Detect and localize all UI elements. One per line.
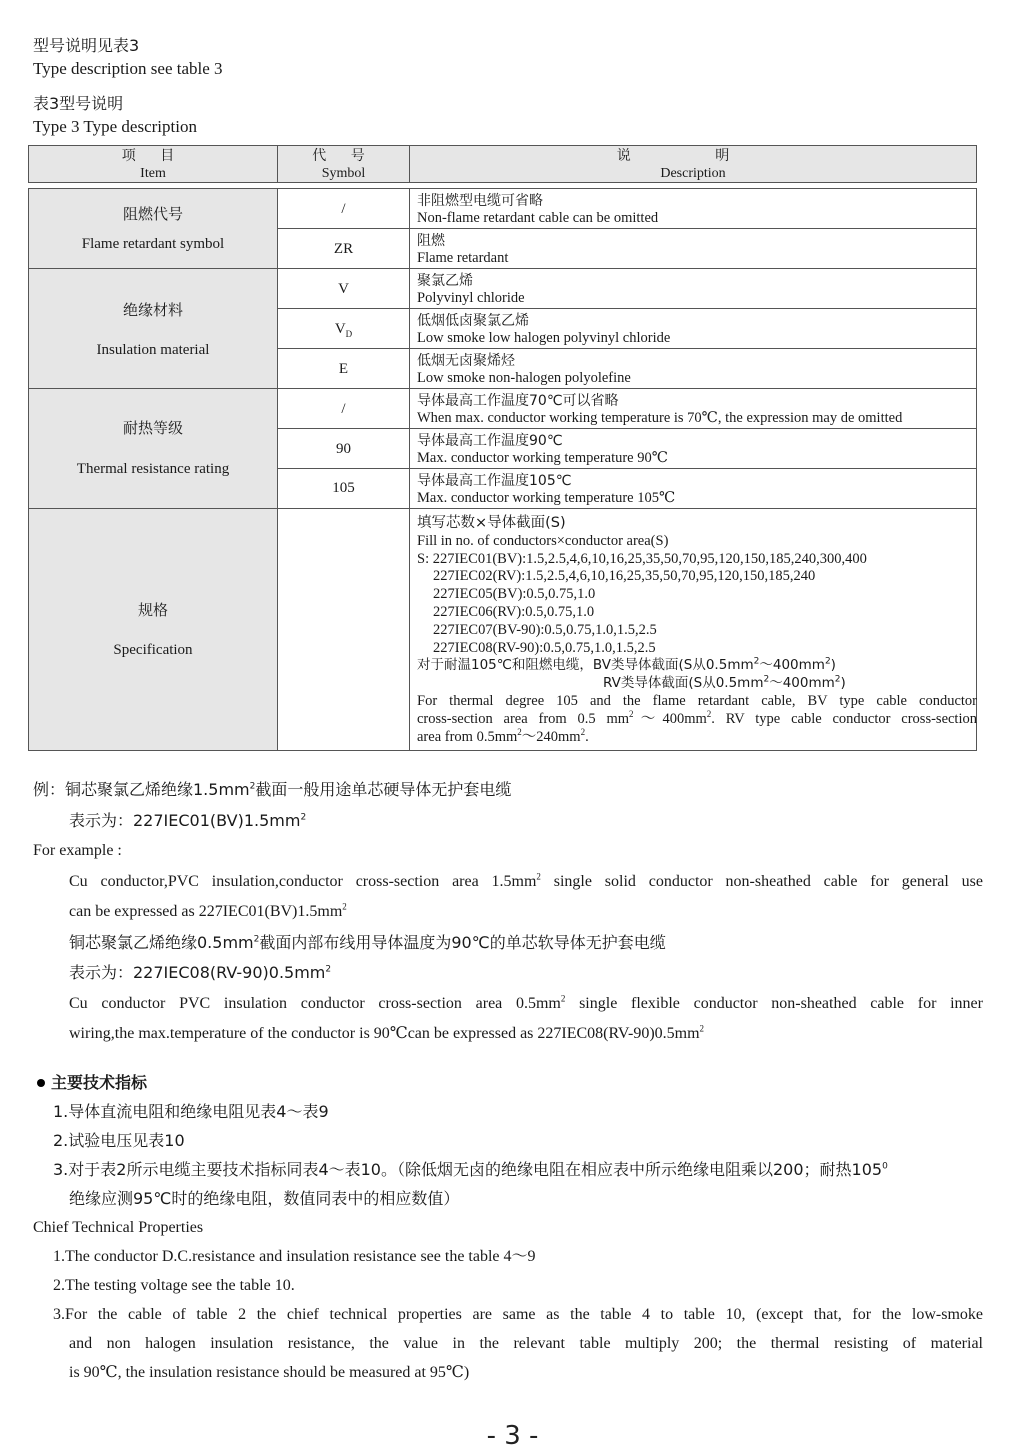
description-cell: 导体最高工作温度90℃ Max. conductor working temperature 90℃ bbox=[417, 433, 668, 466]
description-cell: 阻燃 Flame retardant bbox=[417, 233, 509, 266]
group-insulation: 绝缘材料 Insulation material bbox=[29, 269, 277, 389]
page-number: - 3 - bbox=[486, 1421, 539, 1451]
description-cell: 聚氯乙烯 Polyvinyl chloride bbox=[417, 273, 525, 306]
intro-cn: 型号说明见表3 bbox=[33, 36, 140, 55]
specification-description: 填写芯数×导体截面(S) Fill in no. of conductors×conductor area(S) S: 227IEC01(BV):1.5,2.5,4,6,10,16,25,35,50,70,95,120,150,185,240,300,400 227IEC02(RV):1.5,2.5,4,6,10,16,25,35,50,70,95,120,150,185,240 227IEC05(BV):0.5,0.75,1.0 227IEC06(RV):0.5,0.75,1.0 227IEC07(BV-90):0.5,0.75,1.0,1.5,2.5 227IEC08(RV-90):0.5,0.75,1.0,1.5,2.5 对于耐温105℃和阻燃电缆，BV类导体截面(S从$0.5mm^2\sim 400mm^2$) RV类导体截面(S从$0.5mm^2\sim 400mm^2$) For thermal degree 105 and the flame retardant cable, BV type cable conductor cross-section area from 0.5 $mm^2\sim 400mm^2$. RV type cable conductor cross-section area from $0.5mm^2\sim 240mm^2$. bbox=[417, 515, 977, 745]
bullet-icon bbox=[37, 1079, 45, 1087]
table-title-en: Type 3 Type description bbox=[33, 117, 197, 136]
symbol-cell: $V_D$ bbox=[334, 321, 353, 339]
symbol-subscript: D bbox=[345, 329, 353, 339]
table-title-cn: 表3型号说明 bbox=[33, 94, 124, 113]
type-table bbox=[28, 188, 977, 751]
description-cell: 低烟低卤聚氯乙烯 Low smoke low halogen polyvinyl chloride bbox=[417, 313, 671, 346]
intro-note bbox=[33, 34, 223, 80]
symbol-cell: E bbox=[338, 361, 349, 377]
section-heading: 主要技术指标 bbox=[33, 1068, 983, 1097]
symbol-cell: 105 bbox=[332, 480, 355, 496]
description-cell: 低烟无卤聚烯烃 Low smoke non-halogen polyolefine bbox=[417, 353, 631, 386]
chief-technical-properties: 主要技术指标 1.导体直流电阻和绝缘电阻见表4～表9 2.试验电压见表10 3.对于表2所示电缆主要技术指标同表4～表10。（除低烟无卤的绝缘电阻在相应表中所示绝缘电阻乘以200；耐热$105^0$ 绝缘应测95℃时的绝缘电阻，数值同表中的相应数值） Chief Technical Properties 1.The conductor D.C.resistance and insulation resistance see the table 4～9 2.The testing voltage see the table 10. 3.For the cable of table 2 the chief technical properties are same as the table 4 to table 10, (except that, for the low-smoke and non halogen insulation resistance, the value in the relevant table multiply 200; the thermal resisting of material is 90℃, the insulation resistance should be measured at 95℃) bbox=[33, 1068, 983, 1387]
intro-en: Type description see table 3 bbox=[33, 59, 223, 78]
table-header bbox=[28, 145, 977, 183]
group-specification: 规格 Specification bbox=[29, 509, 277, 750]
symbol-cell: ZR bbox=[333, 241, 354, 257]
examples-section: 例：铜芯聚氯乙烯绝缘$1.5mm^2$截面一般用途单芯硬导体无护套电缆 表示为：$227IEC01(BV)1.5mm^2$ For example : Cu conductor,PVC insulation,conductor cross-section area $1.5mm^2$ single solid conductor non-sheathed cable for general use can be expressed as $227IEC01(BV)1.5mm^2$ 铜芯聚氯乙烯绝缘$0.5mm^2$截面内部布线用导体温度为90℃的单芯软导体无护套电缆 表示为：$227IEC08(RV-90)0.5mm^2$ Cu conductor PVC insulation conductor cross-section area $0.5mm^2$ single flexible conductor non-sheathed cable for inner wiring,the max.temperature of the conductor is 90℃can be expressed as $227IEC08(RV-90)0.5mm^2$ bbox=[33, 780, 983, 1042]
description-cell: 导体最高工作温度70℃可以省略 When max. conductor working temperature is 70℃, the expression may de omitted bbox=[417, 393, 903, 426]
group-flame-retardant: 阻燃代号 Flame retardant symbol bbox=[29, 189, 277, 269]
symbol-cell: / bbox=[341, 201, 346, 217]
header-description: 说 明 Description bbox=[616, 148, 770, 181]
symbol-cell: / bbox=[341, 401, 346, 417]
table-title bbox=[33, 92, 197, 138]
description-cell: 导体最高工作温度105℃ Max. conductor working temperature 105℃ bbox=[417, 473, 676, 506]
symbol-cell: 90 bbox=[336, 441, 351, 457]
header-symbol: 代 号 Symbol bbox=[312, 148, 375, 181]
group-thermal: 耐热等级 Thermal resistance rating bbox=[29, 389, 277, 509]
header-item: 项 目 Item bbox=[121, 148, 185, 181]
description-cell: 非阻燃型电缆可省略 Non-flame retardant cable can be omitted bbox=[417, 193, 659, 226]
chief-en-heading: Chief Technical Properties bbox=[33, 1219, 204, 1236]
symbol-cell: V bbox=[338, 281, 349, 297]
